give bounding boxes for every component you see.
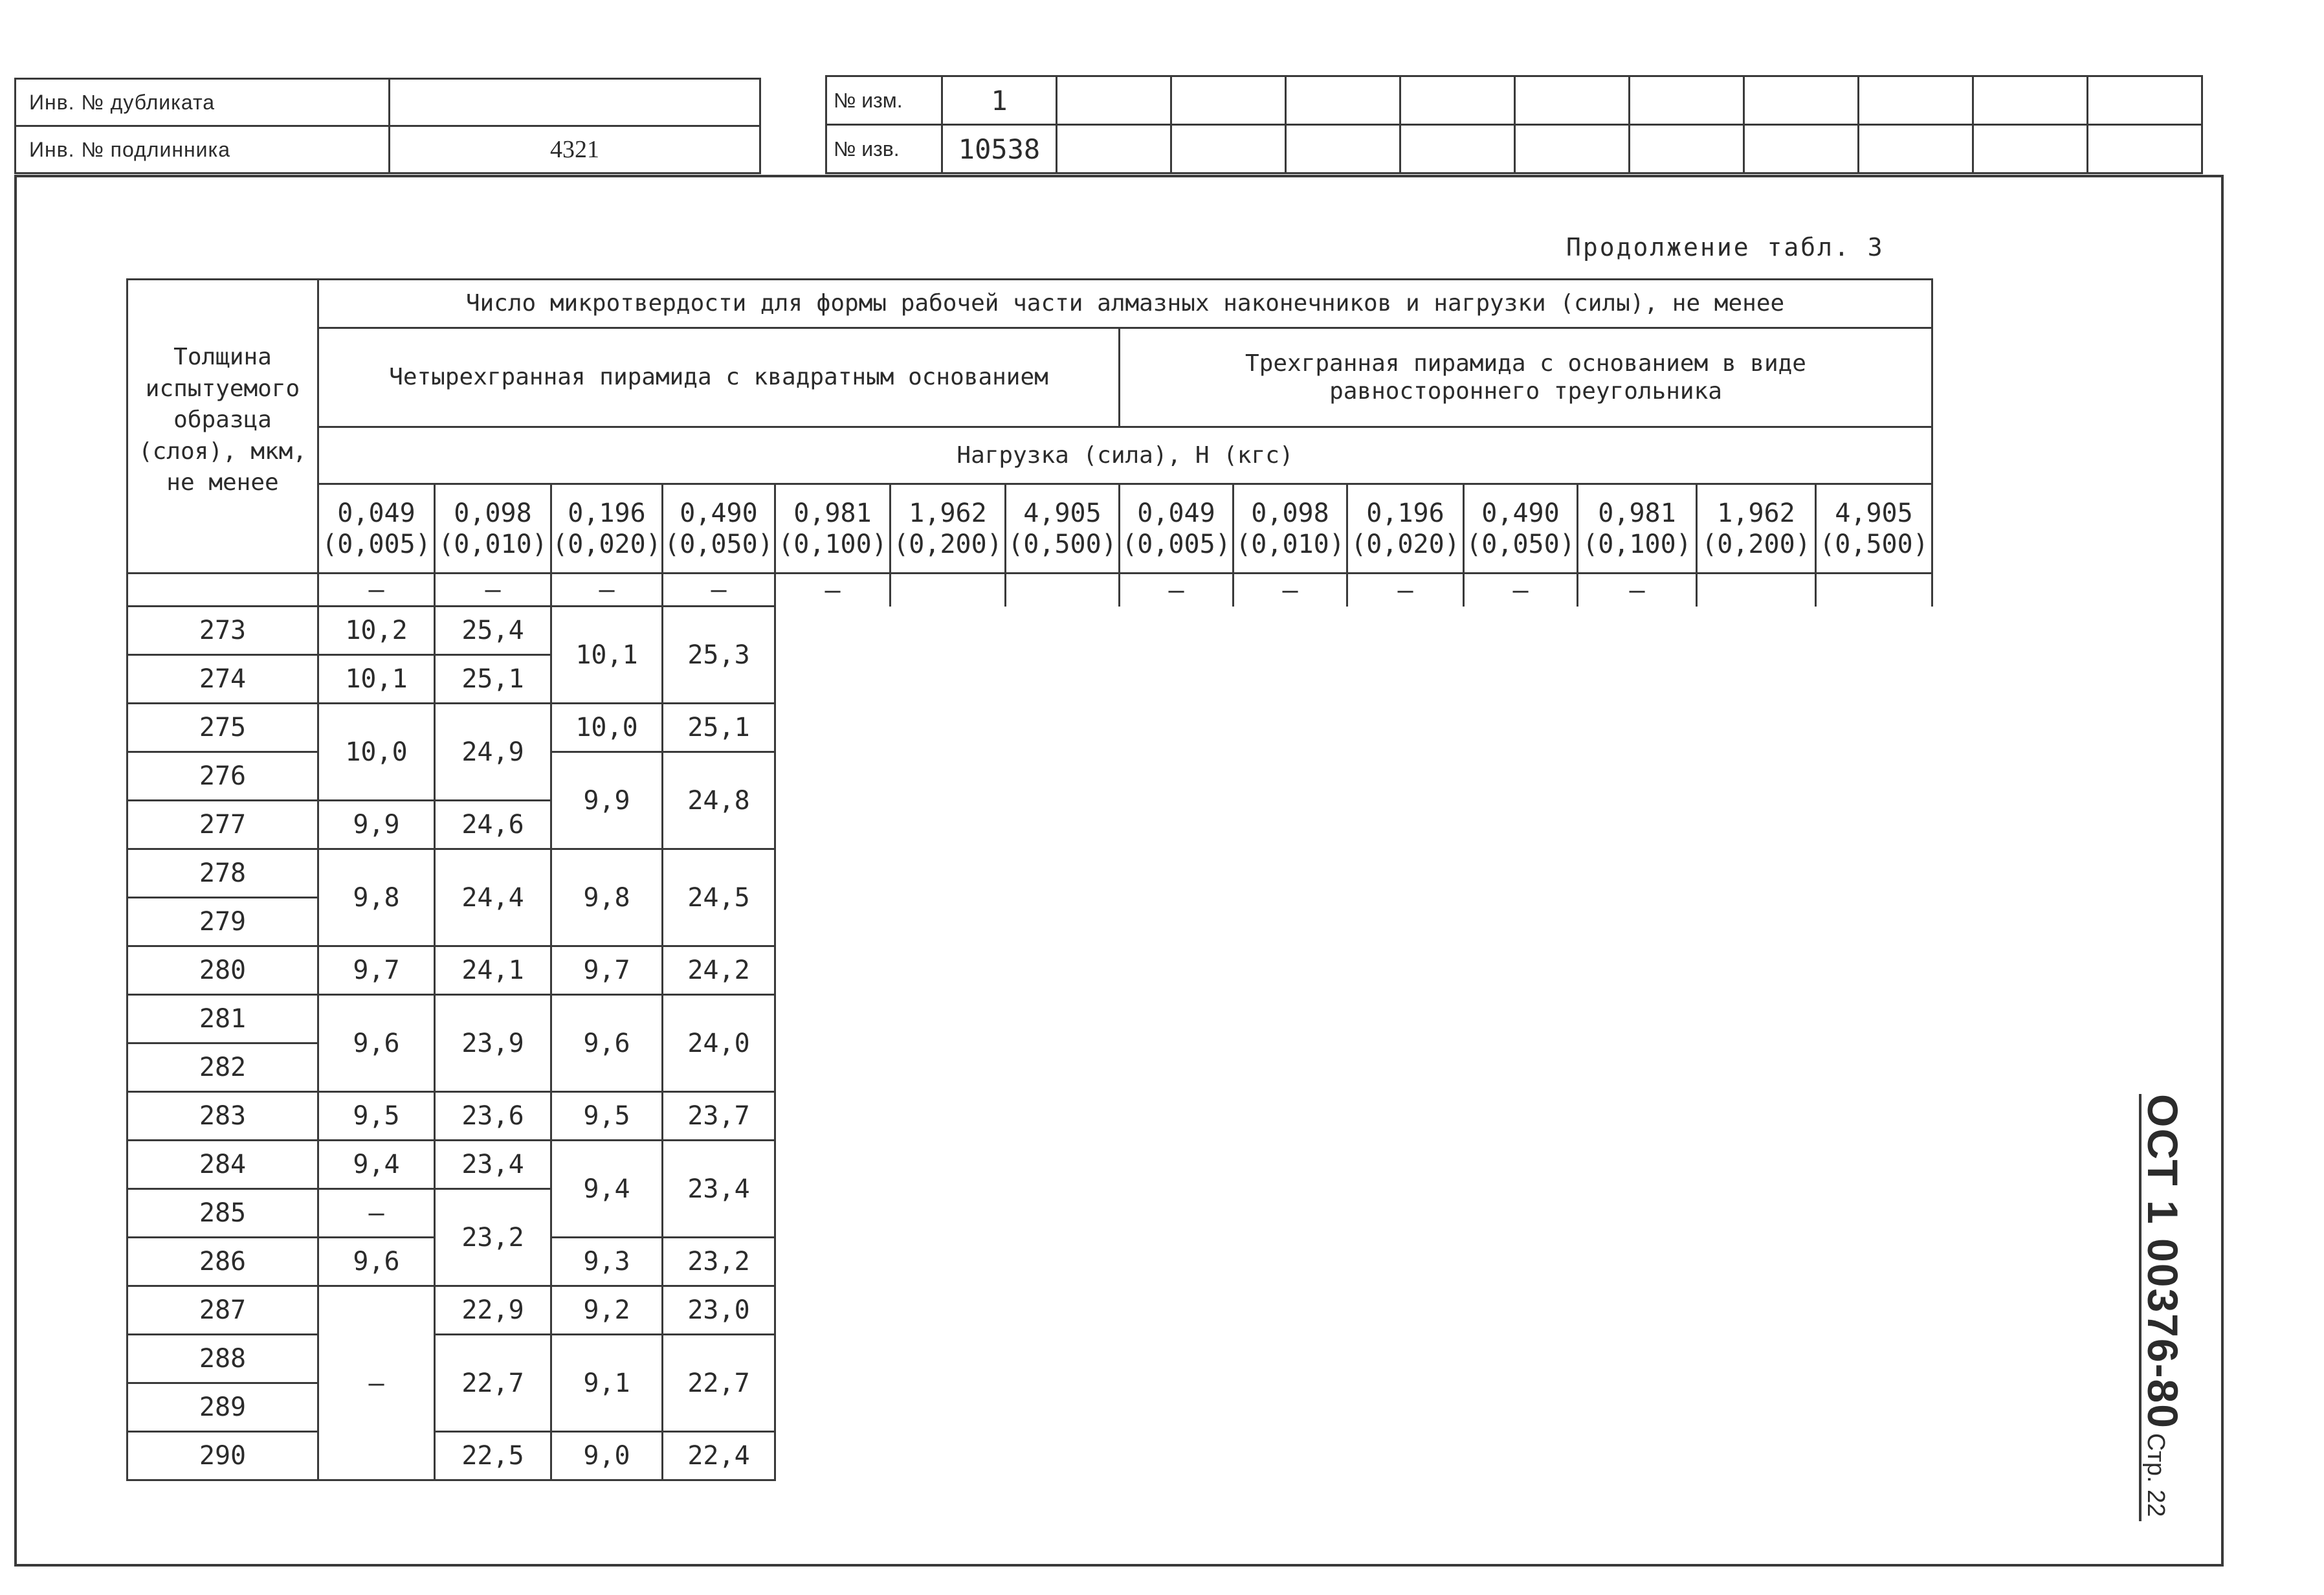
group1-header: Четырехгранная пирамида с квадратным основанием <box>318 328 1120 427</box>
col7-value: 22,7 <box>435 1335 551 1432</box>
col6-value: 9,8 <box>318 849 435 946</box>
load-kgf: (0,005) <box>1122 529 1231 559</box>
col7-value: 22,5 <box>435 1432 551 1480</box>
col7-value: 24,6 <box>435 801 551 849</box>
col7-value: 24,9 <box>435 704 551 801</box>
thickness-cell: 281 <box>127 995 318 1043</box>
col14-value: 24,8 <box>663 752 775 849</box>
col13-value: 9,3 <box>551 1238 663 1286</box>
col14-value: 22,4 <box>663 1432 775 1480</box>
thickness-cell: 289 <box>127 1383 318 1432</box>
thickness-cell: 290 <box>127 1432 318 1480</box>
col14-value: 24,5 <box>663 849 775 946</box>
main-header: Число микротвердости для формы рабочей части алмазных наконечников и нагрузки (силы), не менее <box>318 280 1932 328</box>
col14-value: 24,0 <box>663 995 775 1092</box>
change-value: 1 <box>942 76 1057 125</box>
load-kgf: (0,010) <box>438 529 548 559</box>
thickness-cell: 277 <box>127 801 318 849</box>
col6-value: 9,7 <box>318 946 435 995</box>
group2-header: Трехгранная пирамида с основанием в виде равностороннего треугольника <box>1120 328 1932 427</box>
dash-col-3: – <box>551 574 663 607</box>
dash-col-8: – <box>1120 574 1234 607</box>
col6-value: – <box>318 1286 435 1480</box>
load-cell-7 <box>1006 484 1120 574</box>
load-cell-6 <box>891 484 1006 574</box>
col7-value: 22,9 <box>435 1286 551 1335</box>
col7-value: 24,1 <box>435 946 551 995</box>
col13-value: 10,1 <box>551 607 663 704</box>
load-kgf: (0,500) <box>1008 529 1117 559</box>
thickness-cell: 276 <box>127 752 318 801</box>
dash-col-11: – <box>1464 574 1578 607</box>
load-kgf: (0,050) <box>664 529 773 559</box>
col6-value: 9,9 <box>318 801 435 849</box>
load-newton: 0,981 <box>1598 498 1676 528</box>
thickness-header: Толщина испытуемого образца (слоя), мкм, не менее <box>127 280 318 574</box>
document-code: ОСТ 1 00376-80 <box>2139 1094 2187 1429</box>
dash-col-4: – <box>663 574 775 607</box>
col6-value: 10,2 <box>318 607 435 655</box>
document-code-block <box>2139 1094 2187 1541</box>
dup-value <box>390 79 760 126</box>
load-newton: 0,049 <box>1137 498 1215 528</box>
load-cell-5 <box>775 484 891 574</box>
thickness-cell: 282 <box>127 1043 318 1092</box>
thickness-cell: 285 <box>127 1189 318 1238</box>
col6-value: 9,6 <box>318 1238 435 1286</box>
change-block <box>825 75 2203 174</box>
page-number: Стр. 22 <box>2142 1433 2169 1517</box>
thickness-cell: 274 <box>127 655 318 704</box>
continuation-label: Продолжение табл. 3 <box>1566 233 1885 262</box>
load-kgf: (0,020) <box>552 529 661 559</box>
col13-value: 9,4 <box>551 1141 663 1238</box>
load-kgf: (0,100) <box>778 529 887 559</box>
col13-value: 9,9 <box>551 752 663 849</box>
load-newton: 0,196 <box>568 498 646 528</box>
load-cell-2 <box>435 484 551 574</box>
load-kgf: (0,500) <box>1819 529 1929 559</box>
load-cell-9 <box>1234 484 1347 574</box>
load-kgf: (0,200) <box>893 529 1002 559</box>
load-newton: 0,981 <box>793 498 872 528</box>
orig-value: 4321 <box>390 126 760 173</box>
thickness-cell: 286 <box>127 1238 318 1286</box>
load-kgf: (0,020) <box>1351 529 1460 559</box>
col6-value: 9,6 <box>318 995 435 1092</box>
col7-value: 23,4 <box>435 1141 551 1189</box>
col13-value: 9,7 <box>551 946 663 995</box>
col7-value: 24,4 <box>435 849 551 946</box>
load-cell-8 <box>1120 484 1234 574</box>
inventory-block <box>14 78 761 174</box>
col14-value: 23,4 <box>663 1141 775 1238</box>
col13-value: 9,5 <box>551 1092 663 1141</box>
col13-value: 9,0 <box>551 1432 663 1480</box>
col6-value: 9,4 <box>318 1141 435 1189</box>
col13-value: 9,2 <box>551 1286 663 1335</box>
col14-value: 23,2 <box>663 1238 775 1286</box>
load-kgf: (0,010) <box>1235 529 1345 559</box>
load-cell-13 <box>1697 484 1816 574</box>
load-kgf: (0,050) <box>1466 529 1575 559</box>
col13-value: 9,1 <box>551 1335 663 1432</box>
load-newton: 0,049 <box>337 498 415 528</box>
load-newton: 0,490 <box>680 498 758 528</box>
load-cell-10 <box>1347 484 1464 574</box>
load-cell-11 <box>1464 484 1578 574</box>
notice-label: № изв. <box>826 125 942 173</box>
col7-value: 25,1 <box>435 655 551 704</box>
thickness-cell: 273 <box>127 607 318 655</box>
load-newton: 1,962 <box>909 498 987 528</box>
thickness-cell: 278 <box>127 849 318 898</box>
dash-col-5: – <box>775 574 891 607</box>
load-header: Нагрузка (сила), Н (кгс) <box>318 427 1932 484</box>
col14-value: 25,3 <box>663 607 775 704</box>
load-cell-4 <box>663 484 775 574</box>
dash-col-2: – <box>435 574 551 607</box>
dash-col-1: – <box>318 574 435 607</box>
thickness-cell: 279 <box>127 898 318 946</box>
load-newton: 0,098 <box>1251 498 1329 528</box>
notice-value: 10538 <box>942 125 1057 173</box>
dash-col-12: – <box>1578 574 1697 607</box>
col6-value: 9,5 <box>318 1092 435 1141</box>
load-kgf: (0,005) <box>322 529 431 559</box>
load-newton: 4,905 <box>1023 498 1101 528</box>
col14-value: 23,0 <box>663 1286 775 1335</box>
thickness-cell: 275 <box>127 704 318 752</box>
thickness-cell: 287 <box>127 1286 318 1335</box>
col7-value: 25,4 <box>435 607 551 655</box>
dash-col-10: – <box>1347 574 1464 607</box>
load-newton: 0,196 <box>1366 498 1444 528</box>
dash-col-9: – <box>1234 574 1347 607</box>
load-cell-3 <box>551 484 663 574</box>
load-newton: 4,905 <box>1835 498 1913 528</box>
load-cell-12 <box>1578 484 1697 574</box>
col6-value: 10,1 <box>318 655 435 704</box>
change-label: № изм. <box>826 76 942 125</box>
col7-value: 23,6 <box>435 1092 551 1141</box>
load-kgf: (0,100) <box>1582 529 1692 559</box>
load-cell-14 <box>1816 484 1932 574</box>
col14-value: 24,2 <box>663 946 775 995</box>
hardness-table <box>126 278 1933 1481</box>
load-newton: 1,962 <box>1717 498 1795 528</box>
col13-value: 9,6 <box>551 995 663 1092</box>
thickness-cell: 284 <box>127 1141 318 1189</box>
col7-value: 23,9 <box>435 995 551 1092</box>
col13-value: 10,0 <box>551 704 663 752</box>
col14-value: 25,1 <box>663 704 775 752</box>
col7-value: 23,2 <box>435 1189 551 1286</box>
col6-value: – <box>318 1189 435 1238</box>
orig-label: Инв. № подлинника <box>16 126 390 173</box>
col6-value: 10,0 <box>318 704 435 801</box>
col14-value: 22,7 <box>663 1335 775 1432</box>
load-kgf: (0,200) <box>1701 529 1811 559</box>
dup-label: Инв. № дубликата <box>16 79 390 126</box>
col13-value: 9,8 <box>551 849 663 946</box>
col14-value: 23,7 <box>663 1092 775 1141</box>
load-newton: 0,098 <box>454 498 532 528</box>
load-newton: 0,490 <box>1481 498 1560 528</box>
thickness-cell: 288 <box>127 1335 318 1383</box>
thickness-cell: 280 <box>127 946 318 995</box>
load-cell-1 <box>318 484 435 574</box>
thickness-cell: 283 <box>127 1092 318 1141</box>
